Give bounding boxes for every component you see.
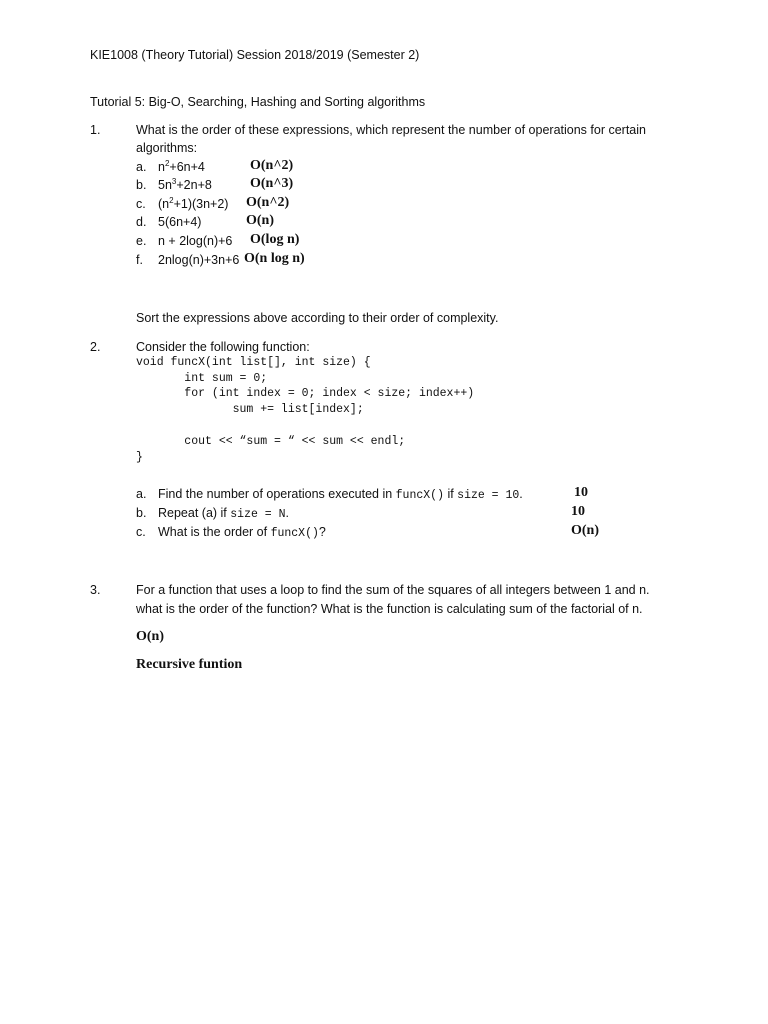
q1-sort-instruction: Sort the expressions above according to their order of complexity. (136, 311, 499, 325)
q1-number: 1. (90, 123, 101, 137)
q1-item-expression: n + 2log(n)+6 (158, 234, 233, 248)
q2-part-label: a. (136, 487, 147, 501)
q1-item-answer: O(n^3) (250, 176, 294, 191)
document-header: KIE1008 (Theory Tutorial) Session 2018/2019 (Semester 2) (90, 48, 420, 62)
q1-item-label: d. (136, 215, 147, 229)
q1-item-expression: $n^2+6n+4$ (158, 158, 205, 174)
q1-item-expression: 5(6n+4) (158, 215, 202, 229)
q3-answer-order: O(n) (136, 629, 164, 644)
q1-prompt-line2: algorithms: (136, 141, 198, 155)
q3-prompt-line1: For a function that uses a loop to find the sum of the squares of all integers between 1 and n. (136, 583, 650, 597)
q1-item-answer: O(log n) (250, 232, 300, 247)
code-line: sum += list[index]; (136, 403, 364, 416)
q1-item-answer: O(n log n) (244, 251, 305, 266)
q2-part-text: What is the order of funcX()? (158, 525, 326, 540)
q1-item-label: c. (136, 197, 146, 211)
q2-part-label: c. (136, 525, 146, 539)
q1-item-answer: O(n^2) (250, 158, 294, 173)
q1-item-expression: $(n^2+1)(3n+2)$ (158, 195, 229, 211)
q2-part-answer: 10 (571, 504, 585, 519)
q2-prompt: Consider the following function: (136, 340, 310, 354)
code-line: } (136, 451, 143, 464)
q1-item-expression: 2nlog(n)+3n+6 (158, 253, 240, 267)
q1-item-label: a. (136, 160, 147, 174)
q2-part-answer: O(n) (571, 523, 599, 538)
q1-item-expression: $5n^3+2n+8$ (158, 176, 212, 192)
q3-number: 3. (90, 583, 101, 597)
q3-prompt-line2: what is the order of the function? What is the function is calculating sum of the factorial of n. (136, 602, 643, 616)
q1-item-label: b. (136, 178, 147, 192)
q1-item-answer: O(n) (246, 213, 274, 228)
code-line: void funcX(int list[], int size) { (136, 356, 371, 369)
tutorial-title: Tutorial 5: Big-O, Searching, Hashing and Sorting algorithms (90, 95, 426, 109)
q2-part-text: Repeat (a) if size = N. (158, 506, 289, 521)
code-line: cout << “sum = “ << sum << endl; (136, 435, 406, 448)
q2-part-answer: 10 (574, 485, 588, 500)
q1-item-label: f. (136, 253, 143, 267)
q2-part-label: b. (136, 506, 147, 520)
q1-prompt-line1: What is the order of these expressions, which represent the number of operations for certain (136, 123, 646, 137)
q1-item-label: e. (136, 234, 147, 248)
q3-answer-recursive: Recursive funtion (136, 657, 243, 672)
code-line: for (int index = 0; index < size; index++) (136, 387, 475, 400)
code-line: int sum = 0; (136, 372, 268, 385)
q2-number: 2. (90, 340, 101, 354)
q1-item-answer: O(n^2) (246, 195, 290, 210)
q2-part-text: Find the number of operations executed in funcX() if size = 10. (158, 487, 523, 502)
